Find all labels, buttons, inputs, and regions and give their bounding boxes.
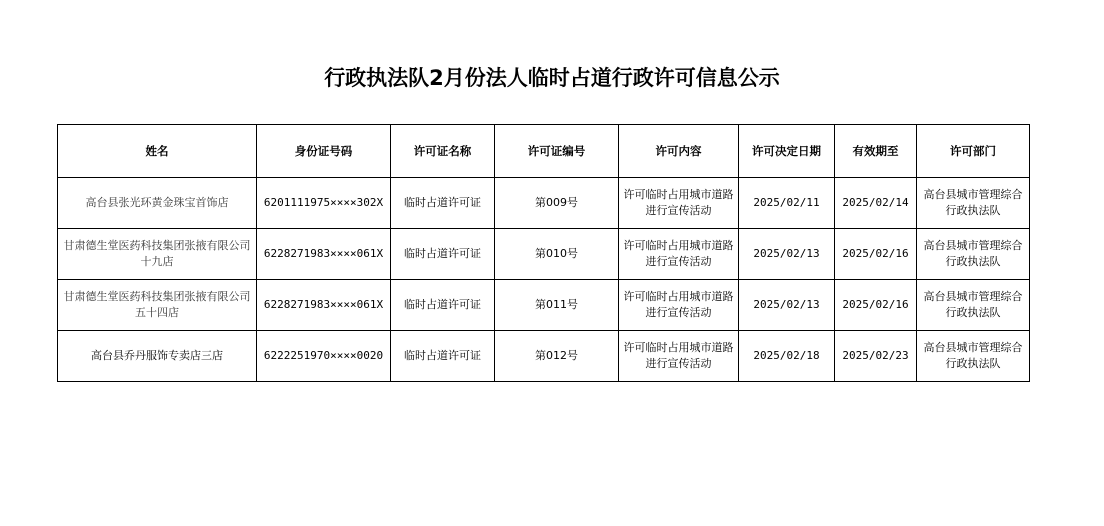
cell-id-number: 6201111975××××302X: [257, 178, 391, 229]
table-row: [58, 229, 1030, 280]
page-title: 行政执法队2月份法人临时占道行政许可信息公示: [324, 66, 780, 90]
header-content: 许可内容: [619, 125, 739, 178]
cell-content: 许可临时占用城市道路进行宣传活动: [619, 280, 739, 331]
cell-department: 高台县城市管理综合行政执法队: [917, 229, 1030, 280]
cell-decision-date: 2025/02/11: [739, 178, 835, 229]
cell-valid-until: 2025/02/23: [835, 331, 917, 382]
cell-id-number: 6228271983××××061X: [257, 229, 391, 280]
cell-permit-no: 第012号: [495, 331, 619, 382]
cell-permit-no: 第010号: [495, 229, 619, 280]
table-row: [58, 178, 1030, 229]
cell-permit-no: 第009号: [495, 178, 619, 229]
table-header: [58, 125, 1030, 178]
header-name: 姓名: [58, 125, 257, 178]
cell-id-number: 6228271983××××061X: [257, 280, 391, 331]
cell-id-number: 6222251970××××0020: [257, 331, 391, 382]
cell-content: 许可临时占用城市道路进行宣传活动: [619, 229, 739, 280]
cell-department: 高台县城市管理综合行政执法队: [917, 331, 1030, 382]
header-decision-date: 许可决定日期: [739, 125, 835, 178]
header-row: [58, 125, 1030, 178]
header-id-number: 身份证号码: [257, 125, 391, 178]
cell-permit-no: 第011号: [495, 280, 619, 331]
cell-valid-until: 2025/02/14: [835, 178, 917, 229]
cell-department: 高台县城市管理综合行政执法队: [917, 280, 1030, 331]
cell-name: 甘肃德生堂医药科技集团张掖有限公司十九店: [58, 229, 257, 280]
table-row: [58, 331, 1030, 382]
table-row: [58, 280, 1030, 331]
header-permit-name: 许可证名称: [391, 125, 495, 178]
cell-decision-date: 2025/02/13: [739, 280, 835, 331]
cell-content: 许可临时占用城市道路进行宣传活动: [619, 178, 739, 229]
cell-content: 许可临时占用城市道路进行宣传活动: [619, 331, 739, 382]
cell-name: 甘肃德生堂医药科技集团张掖有限公司五十四店: [58, 280, 257, 331]
cell-valid-until: 2025/02/16: [835, 280, 917, 331]
cell-permit-name: 临时占道许可证: [391, 229, 495, 280]
cell-valid-until: 2025/02/16: [835, 229, 917, 280]
cell-department: 高台县城市管理综合行政执法队: [917, 178, 1030, 229]
table-body: [58, 178, 1030, 382]
cell-name: 高台县张光环黄金珠宝首饰店: [58, 178, 257, 229]
header-valid-until: 有效期至: [835, 125, 917, 178]
cell-permit-name: 临时占道许可证: [391, 178, 495, 229]
cell-decision-date: 2025/02/18: [739, 331, 835, 382]
cell-decision-date: 2025/02/13: [739, 229, 835, 280]
header-department: 许可部门: [917, 125, 1030, 178]
cell-permit-name: 临时占道许可证: [391, 331, 495, 382]
cell-permit-name: 临时占道许可证: [391, 280, 495, 331]
permit-table: [57, 124, 1030, 382]
cell-name: 高台县乔丹服饰专卖店三店: [58, 331, 257, 382]
header-permit-no: 许可证编号: [495, 125, 619, 178]
